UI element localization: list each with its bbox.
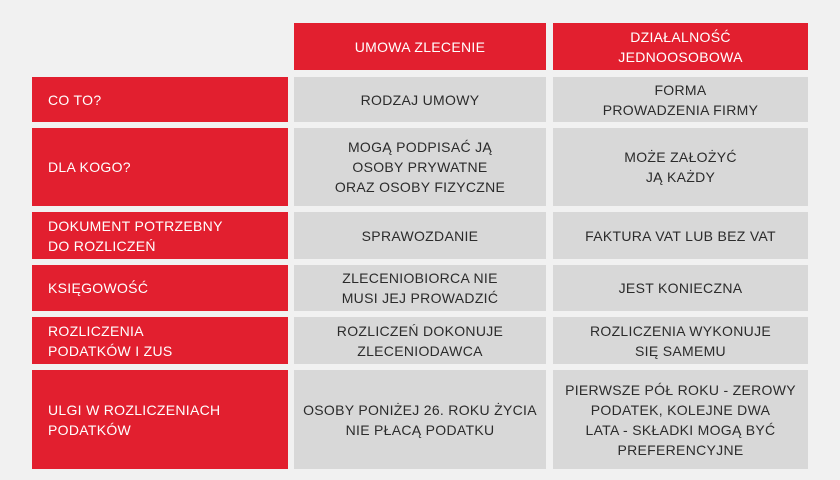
cell-umowa-ksiegowosc — [294, 265, 546, 311]
cell-text: ZLECENIOBIORCA NIE MUSI JEJ PROWADZIĆ — [341, 270, 499, 306]
cell-text: OSOBY PONIŻEJ 26. ROKU ŻYCIA NIE PŁACĄ PODATKU — [303, 401, 537, 438]
cell-text: JEST KONIECZNA — [618, 280, 743, 296]
cell-text: SPRAWOZDANIE — [361, 227, 479, 244]
header-dzialalnosc-jednoosobowa — [553, 23, 808, 70]
row-label-text: DOKUMENT POTRZEBNY DO ROZLICZEŃ — [48, 217, 223, 254]
row-label-ksiegowosc — [32, 265, 288, 311]
cell-text: RODZAJ UMOWY — [360, 91, 480, 108]
row-label-rozliczenia — [32, 317, 288, 364]
cell-umowa-ulgi — [294, 370, 546, 469]
cell-dzialalnosc-co-to — [553, 77, 808, 122]
cell-text: MOŻE ZAŁOŻYĆ JĄ KAŻDY — [624, 149, 737, 185]
cell-text: ROZLICZENIA WYKONUJE SIĘ SAMEMU — [589, 322, 772, 359]
header-umowa-zlecenie-text: UMOWA ZLECENIE — [354, 38, 486, 55]
row-label-dokument — [32, 212, 288, 259]
row-label-text: ROZLICZENIA PODATKÓW I ZUS — [48, 322, 173, 359]
cell-umowa-co-to — [294, 77, 546, 122]
cell-umowa-dla-kogo — [294, 128, 546, 206]
cell-umowa-dokument — [294, 212, 546, 259]
cell-text: PIERWSZE PÓŁ ROKU - ZEROWY PODATEK, KOLEJNE DWA LATA - SKŁADKI MOGĄ BYĆ PREFERENCYJNE — [565, 381, 796, 458]
cell-dzialalnosc-dla-kogo — [553, 128, 808, 206]
row-label-co-to — [32, 77, 288, 122]
row-label-dla-kogo — [32, 128, 288, 206]
cell-dzialalnosc-rozliczenia — [553, 317, 808, 364]
cell-dzialalnosc-ulgi — [553, 370, 808, 469]
row-label-text: DLA KOGO? — [48, 159, 131, 175]
cell-text: MOGĄ PODPISAĆ JĄ OSOBY PRYWATNE ORAZ OSOBY FIZYCZNE — [334, 139, 506, 195]
header-umowa-zlecenie — [294, 23, 546, 70]
cell-dzialalnosc-dokument — [553, 212, 808, 259]
cell-dzialalnosc-ksiegowosc — [553, 265, 808, 311]
cell-text: FORMA PROWADZENIA FIRMY — [602, 81, 759, 118]
cell-umowa-rozliczenia — [294, 317, 546, 364]
header-dzialalnosc-text: DZIAŁALNOŚĆ JEDNOOSOBOWA — [618, 28, 743, 65]
row-label-text: CO TO? — [48, 91, 102, 108]
row-label-text: ULGI W ROZLICZENIACH PODATKÓW — [48, 401, 221, 438]
row-label-text: KSIĘGOWOŚĆ — [48, 280, 149, 296]
cell-text: ROZLICZEŃ DOKONUJE ZLECENIODAWCA — [336, 322, 504, 359]
cell-text: FAKTURA VAT LUB BEZ VAT — [585, 227, 776, 244]
row-label-ulgi — [32, 370, 288, 469]
